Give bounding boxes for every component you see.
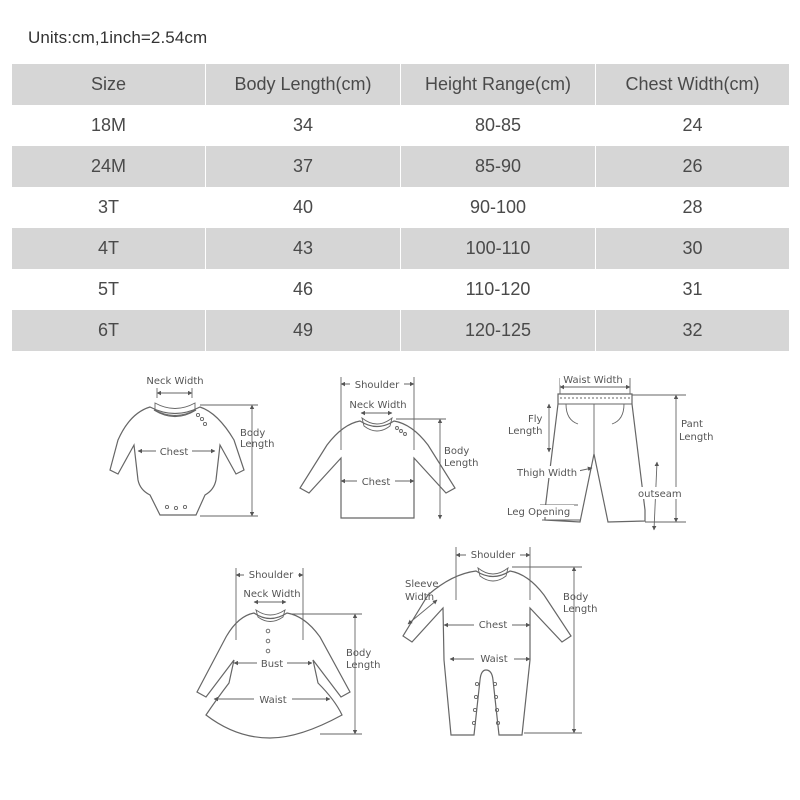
cell-chest-width: 32	[595, 310, 789, 351]
table-row	[12, 228, 789, 269]
cell-chest-width: 26	[595, 146, 789, 187]
label-shoulder: Shoulder	[248, 570, 294, 581]
label-fly-length: Length	[508, 426, 543, 437]
cell-body-length: 49	[205, 310, 400, 351]
cell-height-range: 85-90	[400, 146, 595, 187]
table-row	[12, 105, 789, 146]
label-shoulder: Shoulder	[354, 380, 400, 391]
label-length: Length	[563, 604, 598, 615]
label-pant: Pant	[681, 419, 703, 430]
label-sleeve: Sleeve	[405, 579, 439, 590]
units-note: Units:cm,1inch=2.54cm	[28, 28, 208, 47]
label-body: Body	[563, 592, 589, 603]
label-outseam: outseam	[638, 489, 682, 500]
label-chest: Chest	[361, 477, 391, 488]
label-body: Body	[240, 428, 266, 439]
cell-size: 18M	[12, 105, 205, 146]
label-bust: Bust	[260, 659, 284, 670]
label-thigh-width: Thigh Width	[517, 468, 578, 479]
table-header-row	[12, 64, 789, 105]
header-body-length: Body Length(cm)	[205, 64, 400, 105]
dress-diagram	[197, 568, 381, 738]
label-pant-length: Length	[679, 432, 714, 443]
bodysuit-outline	[110, 407, 244, 515]
cell-body-length: 43	[205, 228, 400, 269]
header-height-range: Height Range(cm)	[400, 64, 595, 105]
cell-size: 3T	[12, 187, 205, 228]
cell-chest-width: 30	[595, 228, 789, 269]
label-length: Length	[240, 439, 275, 450]
cell-height-range: 100-110	[400, 228, 595, 269]
shirt-diagram	[300, 377, 479, 519]
romper-diagram	[403, 547, 598, 735]
table-row	[12, 310, 789, 351]
size-chart-table	[12, 64, 789, 351]
cell-height-range: 120-125	[400, 310, 595, 351]
cell-height-range: 80-85	[400, 105, 595, 146]
table-row	[12, 187, 789, 228]
cell-chest-width: 31	[595, 269, 789, 310]
cell-height-range: 90-100	[400, 187, 595, 228]
cell-body-length: 37	[205, 146, 400, 187]
cell-body-length: 46	[205, 269, 400, 310]
header-size: Size	[12, 64, 205, 105]
cell-chest-width: 24	[595, 105, 789, 146]
label-sleeve-width: Width	[405, 592, 435, 603]
label-neck-width: Neck Width	[146, 376, 204, 387]
cell-height-range: 110-120	[400, 269, 595, 310]
header-chest-width: Chest Width(cm)	[595, 64, 789, 105]
bodysuit-diagram	[110, 376, 275, 516]
label-chest: Chest	[478, 620, 508, 631]
table-row	[12, 146, 789, 187]
cell-chest-width: 28	[595, 187, 789, 228]
cell-body-length: 34	[205, 105, 400, 146]
table-row	[12, 269, 789, 310]
label-leg-opening: Leg Opening	[507, 507, 571, 518]
cell-size: 24M	[12, 146, 205, 187]
cell-body-length: 40	[205, 187, 400, 228]
label-waist: Waist	[480, 654, 508, 665]
label-neck-width: Neck Width	[349, 400, 407, 411]
label-length: Length	[346, 660, 381, 671]
label-body: Body	[444, 446, 470, 457]
cell-size: 5T	[12, 269, 205, 310]
measurement-diagrams	[0, 355, 800, 800]
label-chest: Chest	[159, 447, 189, 458]
label-length: Length	[444, 458, 479, 469]
shirt-outline	[300, 421, 455, 518]
label-body: Body	[346, 648, 372, 659]
label-waist: Waist	[259, 695, 287, 706]
pants-outline	[545, 394, 645, 522]
label-fly: Fly	[528, 414, 543, 425]
label-neck-width: Neck Width	[243, 589, 301, 600]
label-shoulder: Shoulder	[470, 550, 516, 561]
label-waist-width: Waist Width	[563, 375, 623, 386]
dress-outline	[197, 613, 350, 738]
pants-diagram	[506, 373, 714, 530]
cell-size: 4T	[12, 228, 205, 269]
cell-size: 6T	[12, 310, 205, 351]
